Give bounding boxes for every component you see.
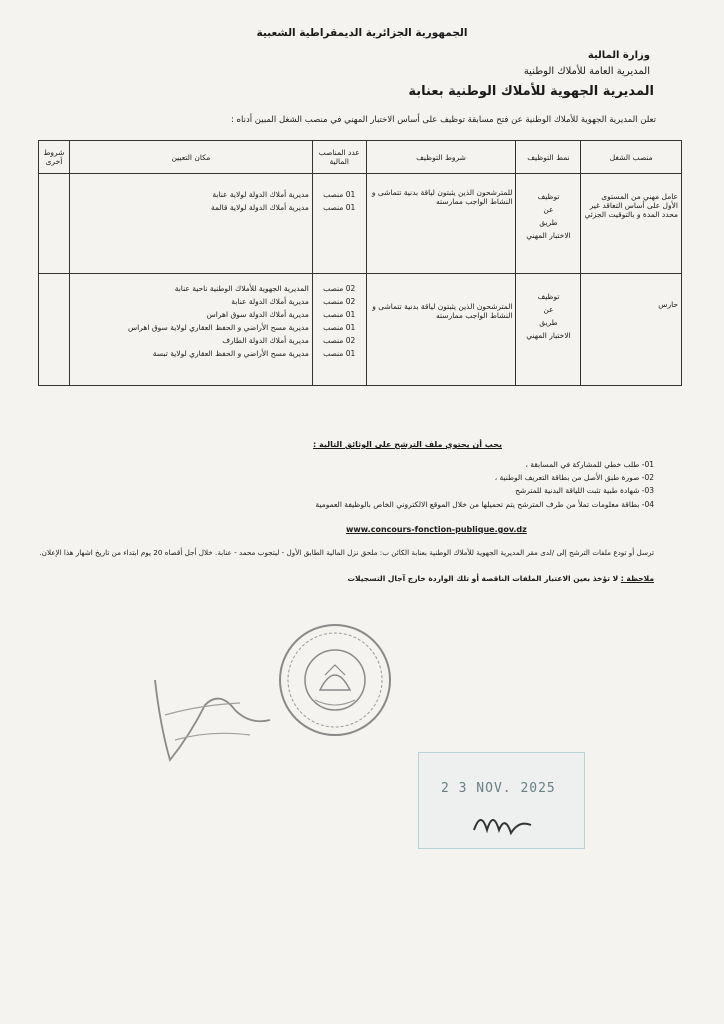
general-directorate: المديرية العامة للأملاك الوطنية [523,66,650,77]
row2-mode: توظيف عن طريق الاختبار المهني [516,274,581,386]
row1-conditions: للمترشحون الذين يثبتون لياقة بدنية تتماشى و النشاط الواجب ممارسته [366,174,516,274]
table-row [39,274,682,386]
note-label: ملاحظة : [620,574,654,583]
row1-post: عامل مهني من المستوى الأول على أساس التعاقد غير محدد المدة و بالتوقيت الجزئي [581,174,682,274]
row1-count: 01 منصب 01 منصب [312,174,366,274]
header-count: عدد المناصب المالية [312,141,366,174]
row2-count: 02 منصب 02 منصب 01 منصب 01 منصب 02 منصب 01 منصب [312,274,366,386]
note [347,574,654,583]
date-stamp [418,752,585,849]
republic-title: الجمهورية الجزائرية الديمقراطية الشعبية [256,27,468,39]
header-place: مكان التعيين [69,141,312,174]
row2-other [39,274,70,386]
header-conditions: شروط التوظيف [366,141,516,174]
row2-post: حارس [581,274,682,386]
initials-signature-icon [469,805,539,840]
header-other: شروط أخرى [39,141,70,174]
header-post: منصب الشغل [581,141,682,174]
table-row [39,174,682,274]
signature-icon [150,665,280,775]
ministry-name: وزارة المالية [587,50,650,61]
note-text: لا تؤخذ بعين الاعتبار الملفات الناقصة أو تلك الواردة خارج آجال التسجيلات [347,574,619,583]
submission-instructions: ترسل أو تودع ملفات الترشح إلى /لدى مقر المديرية الجهوية للأملاك الوطنية بعنابة الكائن ب: ملحق نزل المالية الطابق الأول - ليتجوب محمد - عنابة. خلال أجل أقصاه 20 يوم ابتداء من تاريخ اشهار هذا الإعلان. [39,548,654,557]
table-header-row [39,141,682,174]
row1-other [39,174,70,274]
document-item: 04- بطاقة معلومات تملأ من طرف المترشح يتم تحميلها من خلال الموقع الالكتروني الخاص بالوظيفة العمومية [315,500,654,509]
documents-title: يجب أن يحتوي ملف الترشح على الوثائق التالية : [313,440,502,449]
row1-place: مديرية أملاك الدولة لولاية عنابة مديرية أملاك الدولة لولاية قالمة [69,174,312,274]
row1-mode: توظيف عن طريق الاختبار المهني [516,174,581,274]
row2-conditions: المترشحون الذين يثبتون لياقة بدنية تتماشى و النشاط الواجب ممارسته [366,274,516,386]
recruitment-table [38,140,682,386]
website-link[interactable]: www.concours-fonction-publique.gov.dz [346,525,527,534]
regional-directorate: المديرية الجهوية للأملاك الوطنية بعنابة [408,84,654,99]
announcement-intro: تعلن المديرية الجهوية للأملاك الوطنية عن فتح مسابقة توظيف على أساس الاختبار المهني في منصب الشغل المبين أدناه : [230,115,656,125]
official-seal-icon [275,620,395,740]
document-item: 01- طلب خطي للمشاركة في المسابقة ، [525,460,654,469]
stamp-date: 2 3 NOV. 2025 [441,781,556,796]
header-mode: نمط التوظيف [516,141,581,174]
document-item: 03- شهادة طبية تثبت اللياقة البدنية للمترشح [515,486,654,495]
row2-place: المديرية الجهوية للأملاك الوطنية ناحية عنابة مديرية أملاك الدولة عنابة مديرية أملاك الدولة سوق اهراس مديرية مسح الأراضي و الحفظ العقاري لولاية سوق اهراس مديرية أملاك الدولة الطارف مديرية مسح الأراضي و الحفظ العقاري لولاية تبسة [69,274,312,386]
document-item: 02- صورة طبق الأصل من بطاقة التعريف الوطنية ، [494,473,654,482]
